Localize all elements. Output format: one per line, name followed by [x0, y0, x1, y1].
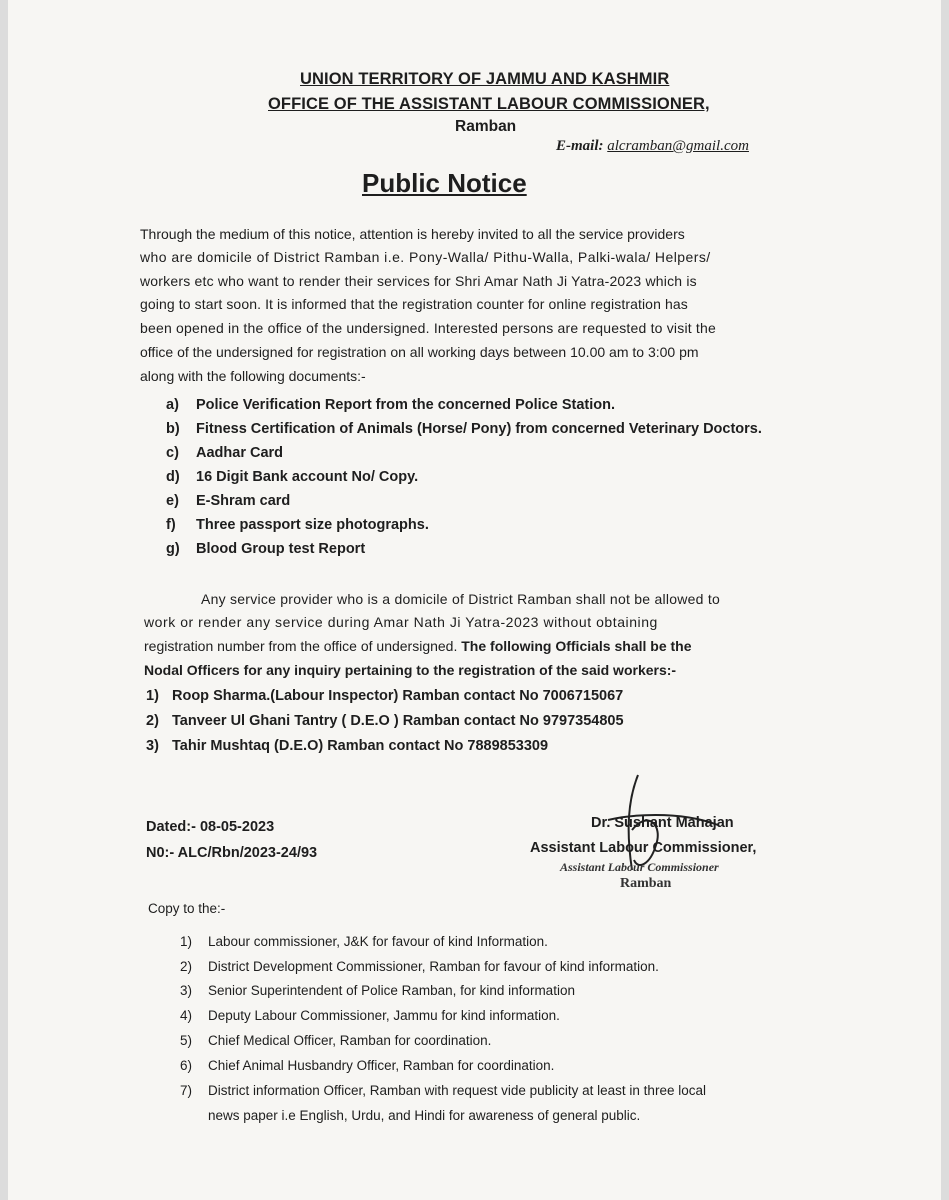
dated: Dated:- 08-05-2023 [146, 819, 275, 835]
document-item: f) Three passport size photographs. [166, 517, 429, 533]
intro-line: Through the medium of this notice, attention is hereby invited to all the service providers [140, 226, 685, 242]
header-email [556, 138, 749, 155]
document-item: d) 16 Digit Bank account No/ Copy. [166, 469, 419, 485]
copy-to-item: 3) Senior Superintendent of Police Ramban, for kind information [180, 983, 575, 998]
reference-number: N0:- ALC/Rbn/2023-24/93 [146, 845, 318, 861]
copy-to-item: 4) Deputy Labour Commissioner, Jammu for kind information. [180, 1008, 560, 1023]
office-stamp: Assistant Labour Commissioner [560, 860, 719, 874]
officer-item: 2) Tanveer Ul Ghani Tantry ( D.E.O ) Ramban contact No 9797354805 [146, 713, 624, 729]
stamp-city: Ramban [620, 876, 672, 891]
warning-line: work or render any service during Amar Nath Ji Yatra-2023 without obtaining [144, 614, 658, 630]
warning-line: registration number from the office of undersigned. The following Officials shall be the [144, 638, 692, 654]
copy-to-item-continued: news paper i.e English, Urdu, and Hindi for awareness of general public. [208, 1108, 641, 1123]
document-item: a) Police Verification Report from the concerned Police Station. [166, 397, 615, 413]
intro-line: office of the undersigned for registration on all working days between 10.00 am to 3:00 pm [140, 344, 699, 360]
email-label: E-mail: [556, 138, 604, 154]
copy-to-label: Copy to the:- [148, 901, 226, 916]
header-line-1: UNION TERRITORY OF JAMMU AND KASHMIR [300, 70, 670, 88]
warning-line: Nodal Officers for any inquiry pertaining to the registration of the said workers:- [144, 662, 677, 678]
document-item: e) E-Shram card [166, 493, 291, 509]
intro-line: who are domicile of District Ramban i.e. Pony-Walla/ Pithu-Walla, Palki-wala/ Helpers/ [140, 249, 711, 265]
page-title: Public Notice [362, 168, 527, 198]
intro-line: along with the following documents:- [140, 368, 366, 384]
warning-line: Any service provider who is a domicile of District Ramban shall not be allowed to [201, 591, 721, 607]
intro-line: been opened in the office of the undersigned. Interested persons are requested to visit the [140, 320, 716, 336]
signatory-designation: Assistant Labour Commissioner, [530, 840, 757, 856]
intro-line: workers etc who want to render their services for Shri Amar Nath Ji Yatra-2023 which is [140, 273, 697, 289]
document-item: c) Aadhar Card [166, 445, 284, 461]
copy-to-item: 6) Chief Animal Husbandry Officer, Ramban for coordination. [180, 1058, 555, 1073]
copy-to-item: 1) Labour commissioner, J&K for favour of kind Information. [180, 934, 548, 949]
copy-to-item: 2) District Development Commissioner, Ramban for favour of kind information. [180, 959, 659, 974]
document-item: g) Blood Group test Report [166, 541, 366, 557]
notice-page [8, 0, 941, 1200]
header-city: Ramban [455, 118, 517, 135]
intro-line: going to start soon. It is informed that the registration counter for online registration has [140, 296, 688, 312]
signatory-name: Dr. Sushant Mahajan [591, 815, 734, 831]
copy-to-item: 5) Chief Medical Officer, Ramban for coordination. [180, 1033, 492, 1048]
email-address: alcramban@gmail.com [607, 138, 749, 154]
officer-item: 3) Tahir Mushtaq (D.E.O) Ramban contact No 7889853309 [146, 738, 549, 754]
copy-to-item: 7) District information Officer, Ramban with request vide publicity at least in three local [180, 1083, 706, 1098]
document-item: b) Fitness Certification of Animals (Horse/ Pony) from concerned Veterinary Doctors. [166, 421, 762, 437]
header-line-2: OFFICE OF THE ASSISTANT LABOUR COMMISSIONER, [268, 95, 710, 113]
officer-item: 1) Roop Sharma.(Labour Inspector) Ramban contact No 7006715067 [146, 688, 624, 704]
